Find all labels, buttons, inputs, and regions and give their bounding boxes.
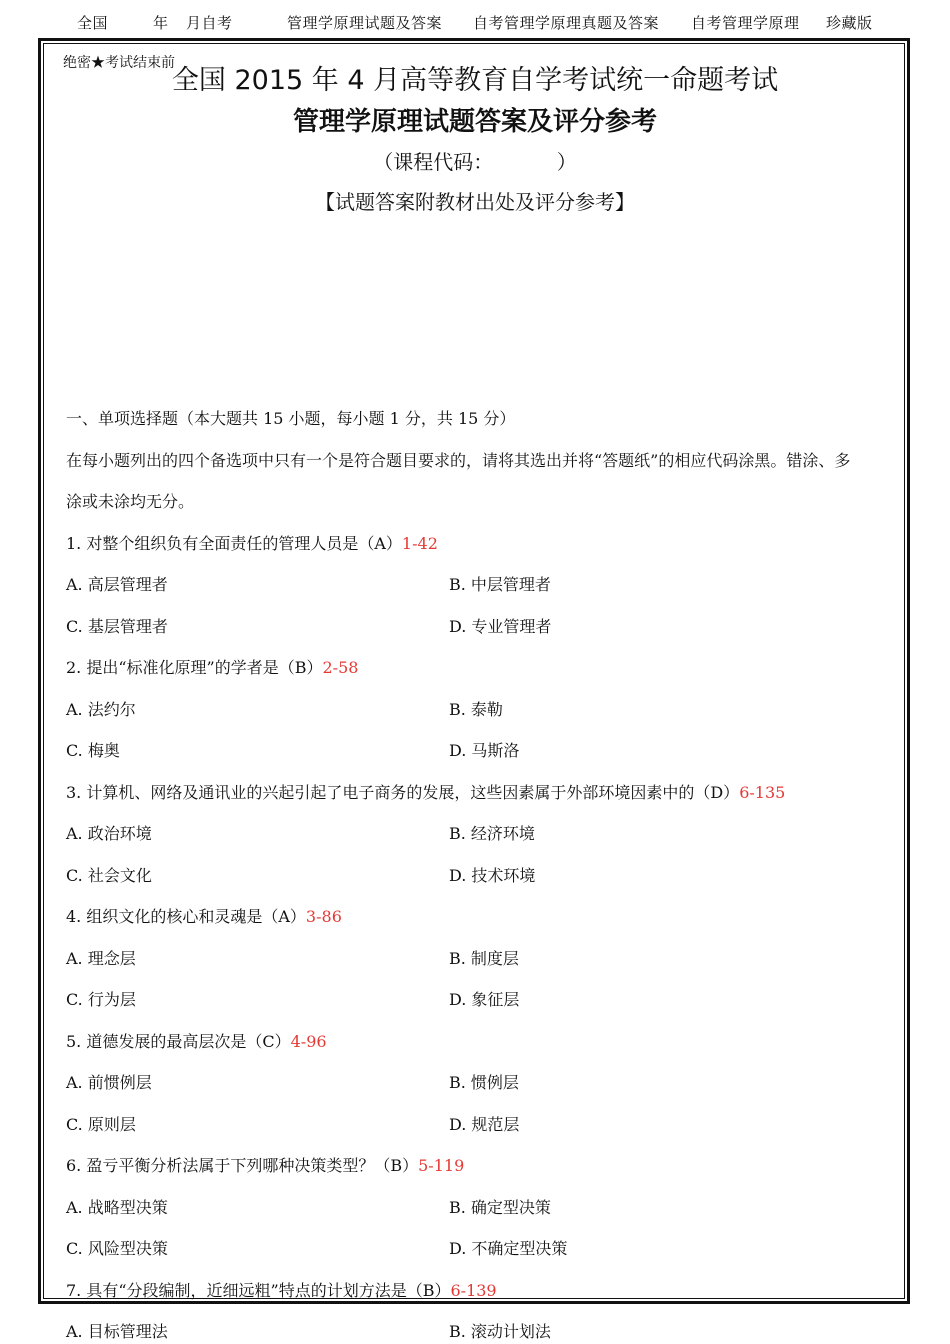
option-c: C. 风险型决策 <box>66 1239 168 1258</box>
question-stem <box>66 783 785 803</box>
question-text: 1. 对整个组织负有全面责任的管理人员是（A） <box>66 534 402 553</box>
option-a: A. 高层管理者 <box>66 575 168 594</box>
textbook-reference: 6-139 <box>450 1281 497 1300</box>
option-a: A. 理念层 <box>66 949 136 968</box>
question-text: 2. 提出“标准化原理”的学者是（B） <box>66 658 323 677</box>
option-d: D. 专业管理者 <box>449 617 552 636</box>
textbook-reference: 2-58 <box>322 658 359 677</box>
option-a: A. 战略型决策 <box>66 1198 168 1217</box>
instruction-line: 在每小题列出的四个备选项中只有一个是符合题目要求的，请将其选出并将“答题纸”的相应代码涂黑。错涂、多 <box>66 451 851 470</box>
section-heading: 一、单项选择题（本大题共 15 小题，每小题 1 分，共 15 分） <box>66 409 516 428</box>
header-segment: 自考管理学原理真题及答案 <box>473 14 660 32</box>
textbook-reference: 1-42 <box>401 534 438 553</box>
option-c: C. 梅奥 <box>66 741 120 760</box>
question-text: 6. 盈亏平衡分析法属于下列哪种决策类型？（B） <box>66 1156 419 1175</box>
option-b: B. 中层管理者 <box>449 575 551 594</box>
header-segment: 月自考 <box>186 14 233 32</box>
instruction-line: 涂或未涂均无分。 <box>66 492 195 511</box>
option-b: B. 制度层 <box>449 949 519 968</box>
page-header <box>0 12 950 34</box>
textbook-reference: 5-119 <box>418 1156 465 1175</box>
option-c: C. 基层管理者 <box>66 617 168 636</box>
header-segment: 自考管理学原理 <box>691 14 800 32</box>
option-a: A. 目标管理法 <box>66 1322 168 1341</box>
option-d: D. 规范层 <box>449 1115 520 1134</box>
textbook-reference: 6-135 <box>739 783 786 802</box>
option-c: C. 原则层 <box>66 1115 136 1134</box>
option-c: C. 社会文化 <box>66 866 152 885</box>
option-b: B. 滚动计划法 <box>449 1322 551 1341</box>
option-d: D. 技术环境 <box>449 866 536 885</box>
option-b: B. 泰勒 <box>449 700 503 719</box>
textbook-reference: 3-86 <box>305 907 342 926</box>
question-text: 7. 具有“分段编制，近细远粗”特点的计划方法是（B） <box>66 1281 451 1300</box>
question-stem <box>66 1281 497 1301</box>
question-text: 5. 道德发展的最高层次是（C） <box>66 1032 291 1051</box>
confidential-label: 绝密★考试结束前 <box>63 55 175 71</box>
answer-note: 【试题答案附教材出处及评分参考】 <box>315 190 635 214</box>
question-stem <box>66 1032 327 1052</box>
option-b: B. 惯例层 <box>449 1073 519 1092</box>
question-stem <box>66 1156 464 1176</box>
document-title: 管理学原理试题答案及评分参考 <box>292 107 657 137</box>
header-segment: 珍藏版 <box>826 14 873 32</box>
option-d: D. 象征层 <box>449 990 520 1009</box>
header-segment: 年 <box>153 14 169 32</box>
header-segment: 全国 <box>77 14 109 32</box>
option-a: A. 政治环境 <box>66 824 152 843</box>
course-code: （课程代码： ） <box>373 150 577 174</box>
option-b: B. 确定型决策 <box>449 1198 551 1217</box>
question-text: 3. 计算机、网络及通讯业的兴起引起了电子商务的发展，这些因素属于外部环境因素中的（D） <box>66 783 740 802</box>
question-stem <box>66 658 358 678</box>
question-stem <box>66 534 438 554</box>
exam-title: 全国 2015 年 4 月高等教育自学考试统一命题考试 <box>171 65 779 96</box>
option-a: A. 法约尔 <box>66 700 136 719</box>
option-d: D. 马斯洛 <box>449 741 520 760</box>
textbook-reference: 4-96 <box>290 1032 327 1051</box>
option-d: D. 不确定型决策 <box>449 1239 568 1258</box>
option-c: C. 行为层 <box>66 990 136 1009</box>
question-stem <box>66 907 342 927</box>
header-segment: 管理学原理试题及答案 <box>287 14 443 32</box>
question-text: 4. 组织文化的核心和灵魂是（A） <box>66 907 306 926</box>
option-b: B. 经济环境 <box>449 824 535 843</box>
option-a: A. 前惯例层 <box>66 1073 152 1092</box>
